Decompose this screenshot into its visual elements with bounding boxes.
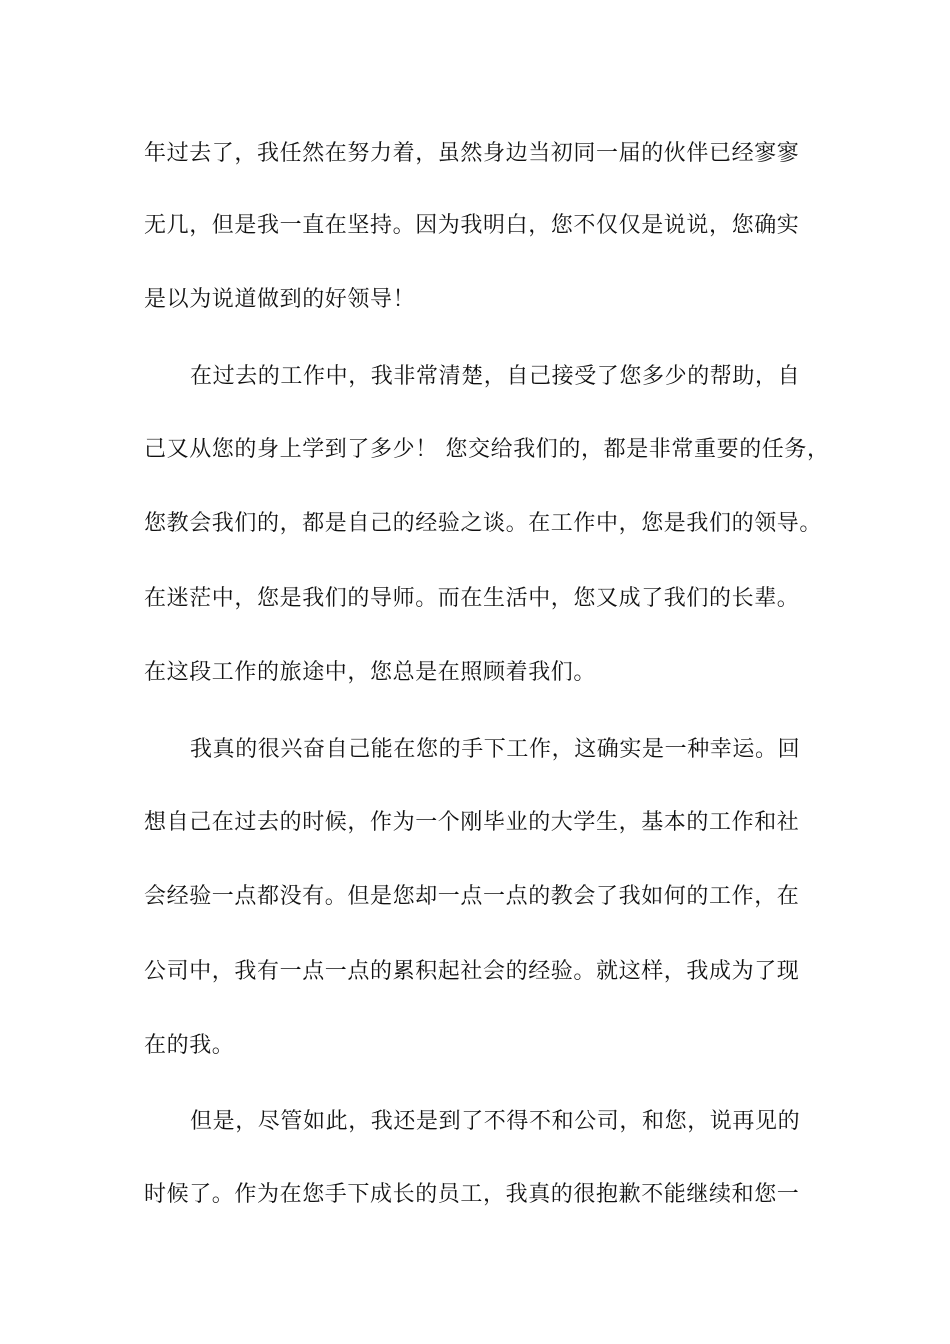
- text-line: 在迷茫中，您是我们的导师。而在生活中，您又成了我们的长辈。: [144, 586, 800, 611]
- text-line: 公司中，我有一点一点的累积起社会的经验。就这样，我成为了现: [144, 959, 800, 984]
- paragraph-start-line: 但是，尽管如此，我还是到了不得不和公司，和您，说再见的: [190, 1109, 801, 1134]
- text-line: 年过去了，我任然在努力着，虽然身边当初同一届的伙伴已经寥寥: [144, 141, 800, 166]
- text-line: 在的我。: [144, 1033, 235, 1058]
- text-line: 想自己在过去的时候，作为一个刚毕业的大学生，基本的工作和社: [144, 810, 800, 835]
- paragraph-start-line: 我真的很兴奋自己能在您的手下工作，这确实是一种幸运。回: [190, 737, 801, 762]
- text-line: 是以为说道做到的好领导！: [144, 287, 416, 312]
- text-line: 会经验一点都没有。但是您却一点一点的教会了我如何的工作，在: [144, 884, 800, 909]
- text-line: 在这段工作的旅途中，您总是在照顾着我们。: [144, 660, 597, 685]
- text-line: 时候了。作为在您手下成长的员工，我真的很抱歉不能继续和您一: [144, 1182, 800, 1207]
- text-line: 己又从您的身上学到了多少！ 您交给我们的，都是非常重要的任务，: [144, 437, 830, 462]
- text-line: 您教会我们的，都是自己的经验之谈。在工作中，您是我们的领导。: [144, 511, 823, 536]
- paragraph-start-line: 在过去的工作中，我非常清楚，自己接受了您多少的帮助，自: [190, 364, 801, 389]
- text-line: 无几，但是我一直在坚持。因为我明白，您不仅仅是说说，您确实: [144, 213, 800, 238]
